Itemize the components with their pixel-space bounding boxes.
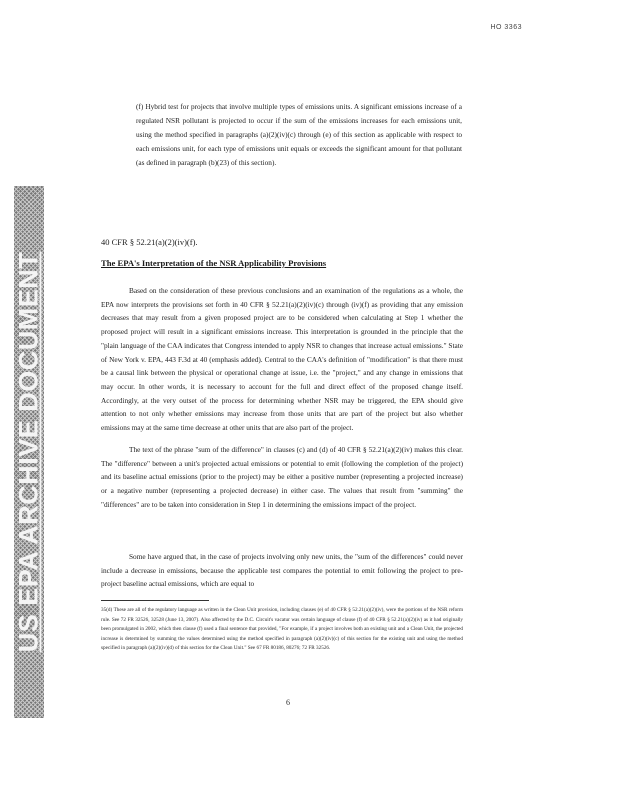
footnote-divider bbox=[101, 600, 209, 601]
page-number: 6 bbox=[286, 698, 290, 707]
archive-stamp-text: US EPA ARCHIVE DOCUMENT bbox=[13, 251, 44, 653]
citation: 40 CFR § 52.21(a)(2)(iv)(f). bbox=[101, 237, 198, 247]
body-paragraph: Based on the consideration of these previous conclusions and an examination of the regulations as a whole, the EPA now interprets the provisions set forth in 40 CFR § 52.21(a)(2)(iv)(c) through (iv)(f) as providing that any emission decreases that may result from a given proposed project are to be considered when calculating at Step 1 whether the proposed project will result in a significant emissions increase. This interpretation is grounded in the principle that the "plain language of the CAA indicates that Congress intended to apply NSR to changes that increase actual emissions." State of New York v. EPA, 443 F.3d at 40 (emphasis added). Central to the CAA's definition of "modification" is that there must be a causal link between the physical or operational change at issue, i.e. the "project," and any change in emissions that may occur. In other words, it is necessary to account for the full and direct effect of the proposed change itself. Accordingly, at the very outset of the process for determining whether NSR may be triggered, the EPA should give attention to not only whether emissions may increase from those units that are part of the project but also whether emissions may at the same time decrease at other units that are also part of the project. bbox=[101, 286, 463, 433]
block-quote: (f) Hybrid test for projects that involve multiple types of emissions units. A significant emissions increase of a regulated NSR pollutant is projected to occur if the sum of the emissions increases for each emissions unit, using the method specified in paragraphs (a)(2)(iv)(c) through (e) of this section as applicable with respect to each emissions unit, for each type of emissions unit equals or exceeds the significant amount for that pollutant (as defined in paragraph (b)(23) of this section). bbox=[136, 102, 462, 168]
document-id: HO 3363 bbox=[490, 24, 522, 31]
body-paragraph: Some have argued that, in the case of projects involving only new units, the "sum of the differences" could never include a decrease in emissions, because the applicable test compares the potential to emit following the project to pre-project baseline actual emissions, which are equal to bbox=[101, 552, 463, 589]
footnote: 35(d) These are all of the regulatory language as written in the Clean Unit provision, including clauses (e) of 40 CFR § 52.21(a)(2)(iv), were the portions of the NSR reform rule. See 72 FR 32526, 32528 (June 13, 2007). Also affected by the D.C. Circuit's vacatur was certain language of clause (f) of 40 CFR § 52.21(a)(2)(iv) as it had originally been promulgated in 2002, which then clause (f) used a final sentence that provided, "For example, if a project involves both an existing unit and a Clean Unit, the projected increase is determined by summing the values determined using the method specified in paragraph (a)(2)(iv)(c) of this section for the existing unit and using the method specified in paragraph (a)(2)(iv)(d) of this section for the Clean Unit." See 67 FR 80186, 80276; 72 FR 32526. bbox=[101, 607, 463, 652]
section-heading: The EPA's Interpretation of the NSR Applicability Provisions bbox=[101, 258, 327, 268]
body-paragraph: The text of the phrase "sum of the difference" in clauses (c) and (d) of 40 CFR § 52.21(a)(2)(iv) makes this clear. The "difference" between a unit's projected actual emissions or potential to emit (following the completion of the project) and its baseline actual emissions (prior to the project) may be either a positive number (representing a projected increase) or a negative number (representing a projected decrease) in either case. The values that result from "summing" the "differences" are to be taken into consideration in Step 1 in determining the emissions impact of the project. bbox=[101, 445, 463, 509]
